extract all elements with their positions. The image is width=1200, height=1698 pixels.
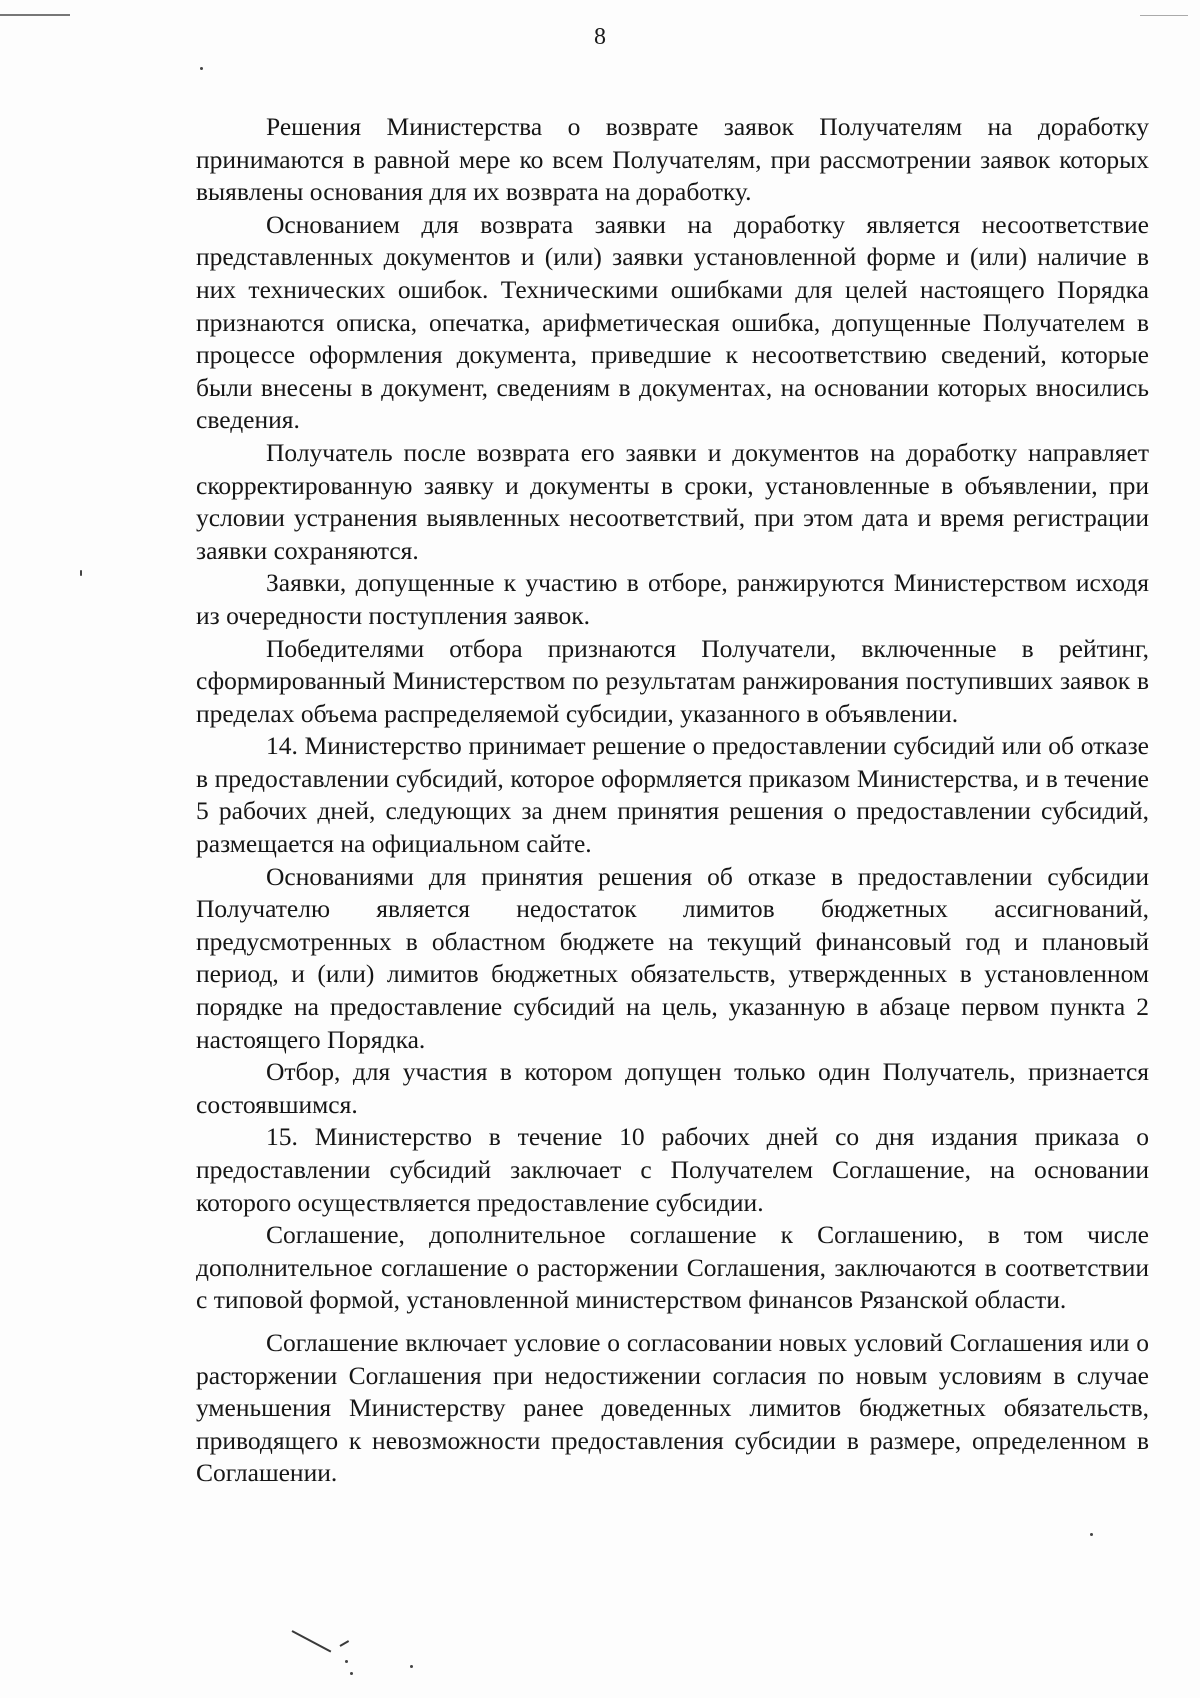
pen-mark [292, 1630, 332, 1652]
scan-artifact-top-left [0, 14, 70, 16]
paragraph: Отбор, для участия в котором допущен только один Получатель, признается состоявшимся. [196, 1057, 1149, 1119]
pen-mark [340, 1640, 350, 1647]
scan-artifact-top-right [1140, 15, 1188, 16]
scan-dot [1090, 1533, 1093, 1536]
paragraph: 15. Министерство в течение 10 рабочих дней со дня издания приказа о предоставлении субсидий заключает с Получателем Соглашение, на основании которого осуществляется предоставление субсидии. [196, 1122, 1149, 1217]
paragraph: Соглашение включает условие о согласовании новых условий Соглашения или о расторжении Соглашения при недостижении согласия по новым условиям в случае уменьшения Министерству ранее доведенных лимитов бюджетных обязательств, приводящего к невозможности предоставления субсидии в размере, определенном в Соглашении. [196, 1327, 1149, 1488]
scan-dot [410, 1665, 413, 1668]
paragraph: Соглашение, дополнительное соглашение к Соглашению, в том числе дополнительное соглашение о расторжении Соглашения, заключаются в соответствии с типовой формой, установленной министерством финансов Рязанской области. [196, 1220, 1149, 1315]
document-body [196, 111, 1149, 1490]
paragraph: Победителями отбора признаются Получатели, включенные в рейтинг, сформированный Министерством по результатам ранжирования поступивших заявок в пределах объема распределяемой субсидии, указанного в объявлении. [196, 633, 1149, 728]
paragraph: Основаниями для принятия решения об отказе в предоставлении субсидии Получателю является недостаток лимитов бюджетных ассигнований, предусмотренных в областном бюджете на текущий финансовый год и плановый период, и (или) лимитов бюджетных обязательств, утвержденных в установленном порядке на предоставление субсидий на цель, указанную в абзаце первом пункта 2 настоящего Порядка. [196, 861, 1149, 1054]
paragraph: 14. Министерство принимает решение о предоставлении субсидий или об отказе в предоставлении субсидий, которое оформляется приказом Министерства, и в течение 5 рабочих дней, следующих за днем принятия решения о предоставлении субсидий, размещается на официальном сайте. [196, 731, 1149, 859]
scan-dot [345, 1660, 348, 1663]
scan-dot [80, 570, 82, 576]
paragraph: Основанием для возврата заявки на доработку является несоответствие представленных документов и (или) заявки установленной форме и (или) наличие в них технических ошибок. Техническими ошибками для целей настоящего Порядка признаются описка, опечатка, арифметическая ошибка, допущенные Получателем в процессе оформления документа, приведшие к несоответствию сведений, которые были внесены в документ, сведениям в документах, на основании которых вносились сведения. [196, 209, 1149, 435]
scan-dot [200, 67, 203, 70]
scan-dot [350, 1672, 353, 1675]
paragraph: Заявки, допущенные к участию в отборе, ранжируются Министерством исходя из очередности поступления заявок. [196, 568, 1149, 630]
paragraph: Получатель после возврата его заявки и документов на доработку направляет скорректированную заявку и документы в сроки, установленные в объявлении, при условии устранения выявленных несоответствий, при этом дата и время регистрации заявки сохраняются. [196, 437, 1149, 565]
page-number: 8 [594, 24, 606, 50]
paragraph: Решения Министерства о возврате заявок Получателям на доработку принимаются в равной мере ко всем Получателям, при рассмотрении заявок которых выявлены основания для их возврата на доработку. [196, 112, 1149, 207]
